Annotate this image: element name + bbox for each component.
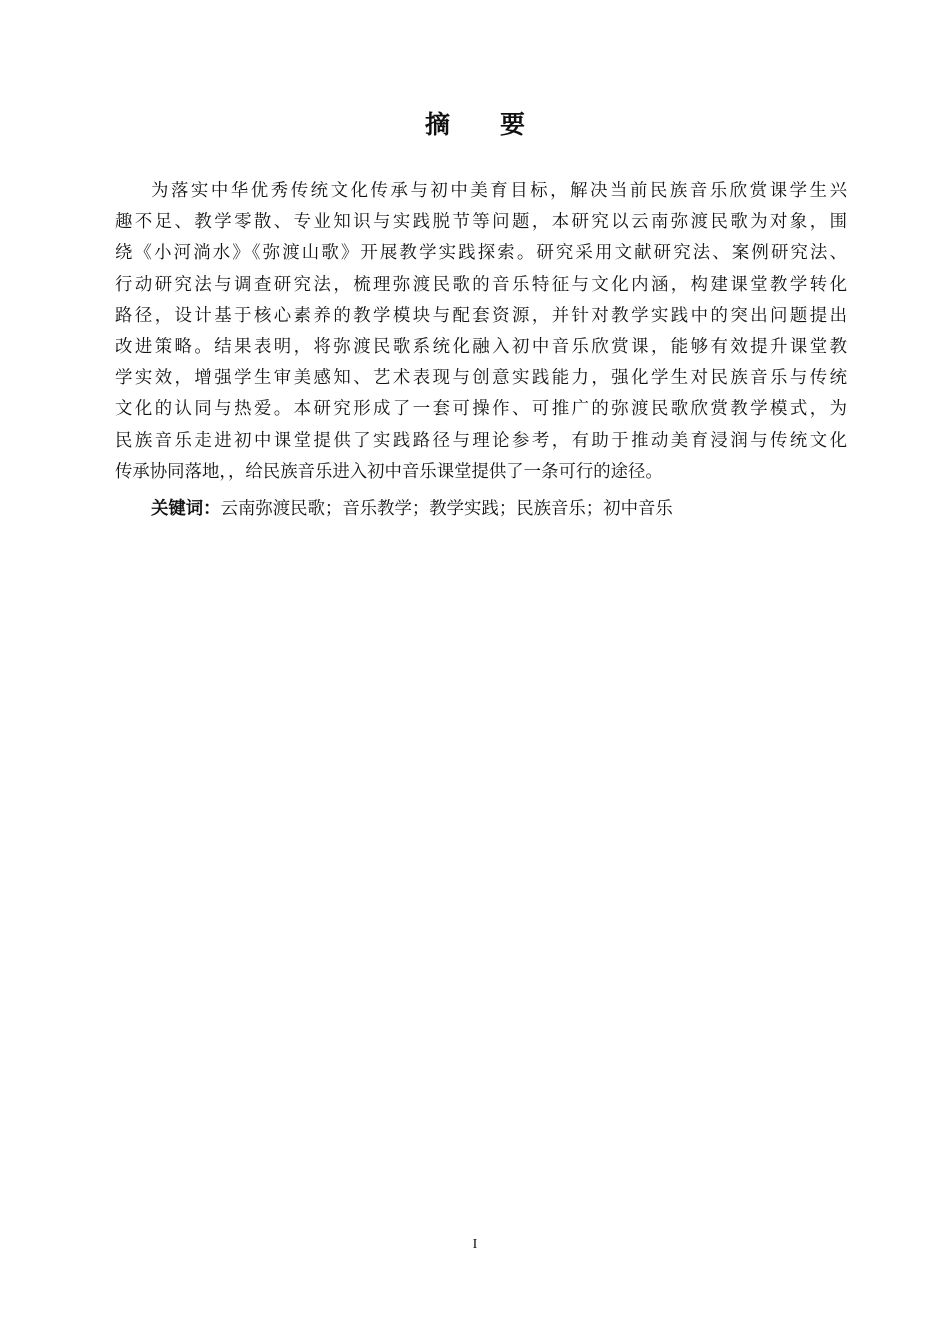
- page-number: I: [472, 1237, 478, 1252]
- abstract-line: 传承协同落地，，给民族音乐进入初中音乐课堂提供了一条可行的途径。: [115, 461, 663, 482]
- heading-char-2: 要: [500, 110, 526, 139]
- abstract-line: 趣不足、教学零散、专业知识与实践脱节等问题，本研究以云南弥渡民歌为对象，围: [115, 212, 847, 233]
- abstract-line: 学实效，增强学生审美感知、艺术表现与创意实践能力，强化学生对民族音乐与传统: [115, 368, 847, 389]
- abstract-line: 文化的认同与热爱。本研究形成了一套可操作、可推广的弥渡民歌欣赏教学模式，为: [115, 399, 847, 420]
- keywords-line: [151, 494, 673, 525]
- abstract-line: 路径，设计基于核心素养的教学模块与配套资源，并针对教学实践中的突出问题提出: [115, 305, 847, 326]
- abstract-line: 为落实中华优秀传统文化传承与初中美育目标，解决当前民族音乐欣赏课学生兴: [151, 181, 847, 201]
- abstract-body: [115, 176, 847, 488]
- heading-char-1: 摘: [424, 110, 450, 139]
- abstract-line: 行动研究法与调查研究法，梳理弥渡民歌的音乐特征与文化内涵，构建课堂教学转化: [115, 274, 847, 295]
- abstract-heading: [0, 108, 950, 142]
- abstract-line: 改进策略。结果表明，将弥渡民歌系统化融入初中音乐欣赏课，能够有效提升课堂教: [115, 336, 847, 357]
- abstract-line: 绕《小河淌水》《弥渡山歌》开展教学实践探索。研究采用文献研究法、案例研究法、: [115, 243, 847, 264]
- keywords-label: 关键词：: [151, 499, 221, 519]
- abstract-line: 民族音乐走进初中课堂提供了实践路径与理论参考，有助于推动美育浸润与传统文化: [115, 430, 847, 451]
- keywords-text: 云南弥渡民歌；音乐教学；教学实践；民族音乐；初中音乐: [220, 499, 673, 519]
